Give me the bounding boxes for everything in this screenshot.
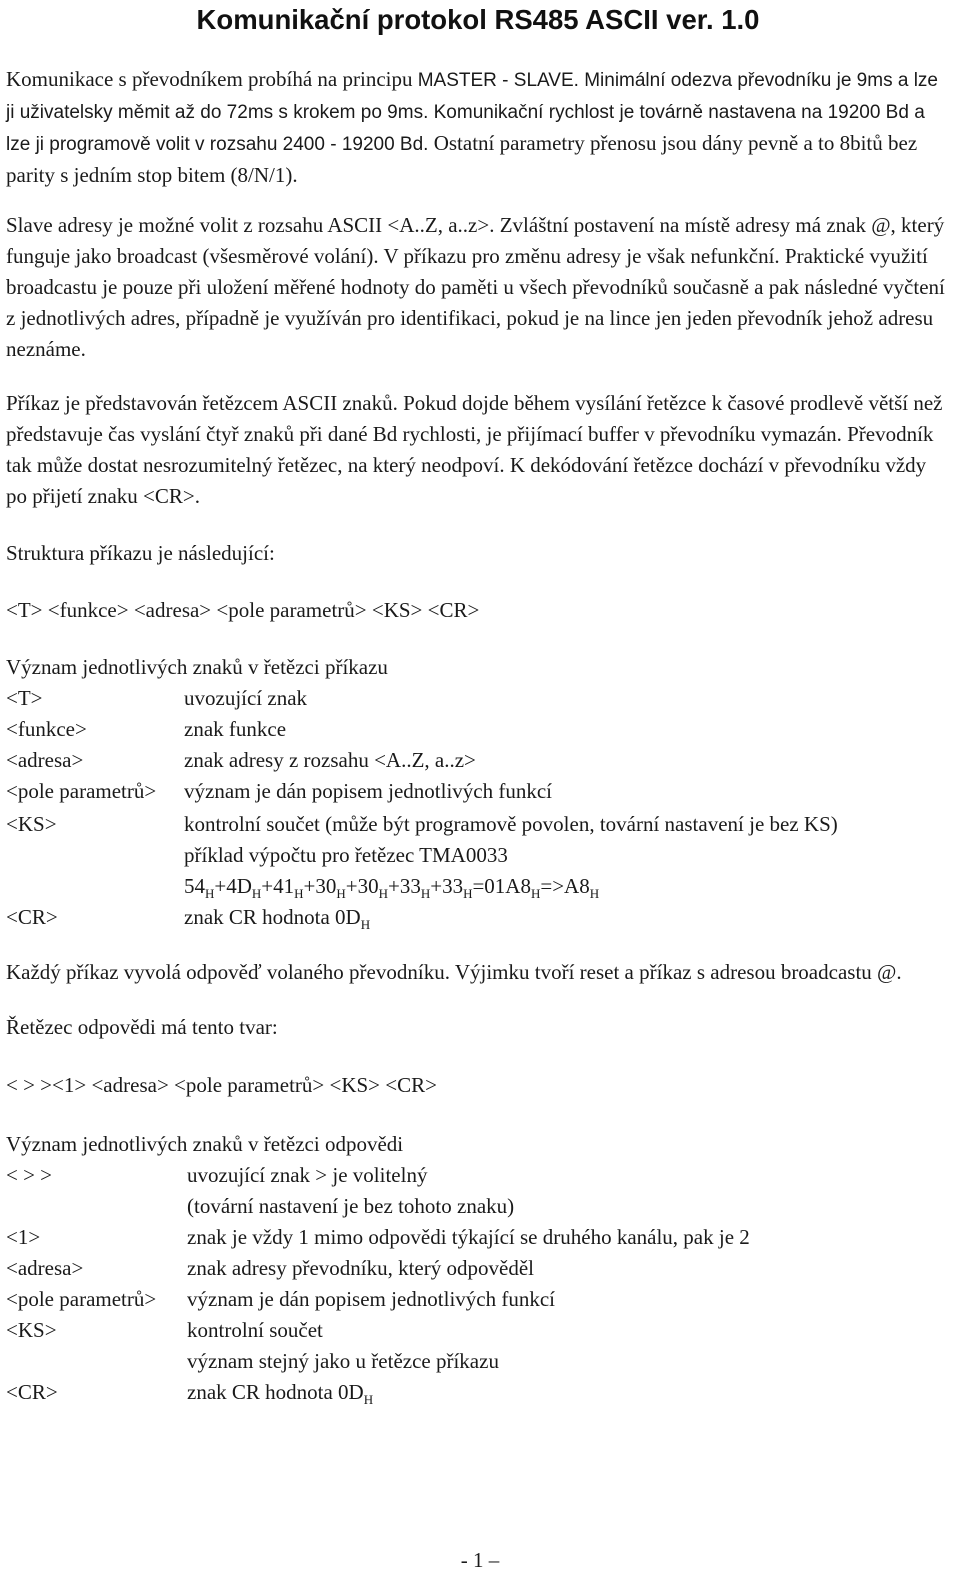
checksum-term: +33	[430, 874, 464, 898]
command-row-funkce	[6, 714, 950, 745]
response-desc-line: (tovární nastavení je bez tohoto znaku)	[187, 1194, 515, 1218]
slave-address-paragraph: Slave adresy je možné volit z rozsahu ASCII <A..Z, a..z>. Zvláštní postavení na místě adresy má znak @, který funguje jako broadcast (všesměrové volání). V příkazu pro změnu adresy je však nefunkční. Praktické využití broadcastu je pouze při uložení měřené hodnoty do paměti u všech převodníků současně a pak následné vyčtení z jednotlivých adres, případně je využíván pro identifikaci, pokud je na lince jen jeden převodník jehož adresu neznáme.	[6, 213, 945, 361]
response-row-pole	[6, 1284, 950, 1315]
cr-desc-text: znak CR hodnota 0D	[184, 905, 361, 929]
response-desc-line: význam stejný jako u řetězce příkazu	[187, 1349, 499, 1373]
response-term: < > >	[6, 1163, 53, 1187]
response-row-adresa	[6, 1253, 950, 1284]
response-line: < > ><1> <adresa> <pole parametrů> <KS> <CR>	[6, 1073, 437, 1097]
response-desc-line: uvozující znak > je volitelný	[187, 1163, 428, 1187]
checksum-sub: H	[463, 886, 473, 901]
checksum-term: +41	[261, 874, 295, 898]
checksum-term: +30	[303, 874, 337, 898]
command-row-pole	[6, 776, 950, 807]
checksum-sub: H	[420, 886, 431, 901]
command-desc	[184, 902, 950, 933]
command-term: <adresa>	[6, 748, 84, 772]
response-term: <pole parametrů>	[6, 1287, 157, 1311]
command-term: <KS>	[6, 812, 57, 836]
command-row-ks	[6, 809, 950, 902]
response-row-one	[6, 1222, 950, 1253]
command-desc	[184, 809, 950, 902]
command-desc: znak funkce	[184, 717, 287, 741]
checksum-sub: H	[251, 886, 262, 901]
checksum-sub: H	[205, 886, 215, 901]
intro-text-3: Ostatní parametry přenosu jsou dány pevně a to 8bitů bez parity s jedním stop bitem (8/N/1).	[6, 131, 918, 187]
document-title: Komunikační protokol RS485 ASCII ver. 1.0	[196, 4, 760, 35]
response-heading: Řetězec odpovědi má tento tvar:	[6, 1015, 278, 1039]
command-term: <CR>	[6, 905, 58, 929]
checksum-term: +4D	[214, 874, 252, 898]
response-desc	[187, 1160, 950, 1222]
response-term: <adresa>	[6, 1256, 84, 1280]
checksum-term: 54	[184, 874, 205, 898]
response-term: <CR>	[6, 1380, 58, 1404]
response-row-cr	[6, 1377, 950, 1408]
checksum-sub: H	[589, 886, 600, 901]
checksum-term: +33	[388, 874, 421, 898]
structure-line: <T> <funkce> <adresa> <pole parametrů> <KS> <CR>	[6, 598, 480, 622]
ks-description: kontrolní součet (může být programově povolen, tovární nastavení je bez KS)	[184, 812, 838, 836]
command-row-t	[6, 683, 950, 714]
checksum-sub: H	[336, 886, 346, 901]
checksum-example	[184, 871, 950, 902]
cr-desc-sub: H	[360, 917, 371, 932]
command-term: <pole parametrů>	[6, 779, 157, 803]
command-row-adresa	[6, 745, 950, 776]
command-term: <T>	[6, 686, 43, 710]
response-desc	[187, 1377, 950, 1408]
checksum-sub: H	[530, 886, 541, 901]
checksum-term: +30	[345, 874, 379, 898]
command-paragraph: Příkaz je představován řetězcem ASCII znaků. Pokud dojde během vysílání řetězce k časové prodlevě větší než představuje čas vyslání čtyř znaků při dané Bd rychlosti, je přijímací buffer v převodníku vymazán. Převodník tak může dostat nesrozumitelný řetězec, na který neodpoví. K dekódování řetězce dochází v převodníku vždy po přijetí znaku <CR>.	[6, 391, 943, 508]
response-row-ks	[6, 1315, 950, 1377]
checksum-term: =01A8	[472, 874, 531, 898]
cr-desc-sub: H	[363, 1392, 374, 1407]
intro-text-1: Komunikace s převodníkem probíhá na principu	[6, 67, 418, 91]
document-page	[6, 0, 950, 1408]
command-desc: znak adresy z rozsahu <A..Z, a..z>	[184, 748, 476, 772]
page-number: - 1 –	[460, 1548, 500, 1572]
command-desc: význam je dán popisem jednotlivých funkcí	[184, 779, 552, 803]
response-row-start	[6, 1160, 950, 1222]
cr-desc-text: znak CR hodnota 0D	[187, 1380, 364, 1404]
command-term: <funkce>	[6, 717, 87, 741]
response-desc: znak je vždy 1 mimo odpovědi týkající se druhého kanálu, pak je 2	[187, 1225, 750, 1249]
command-meaning-heading: Význam jednotlivých znaků v řetězci příkazu	[6, 655, 388, 679]
response-desc-line: kontrolní součet	[187, 1318, 323, 1342]
intro-text-2: MASTER - SLAVE. Minimální odezva převodníku je 9ms a lze ji uživatelsky měmit až do 72ms s krokem po 9ms. Komunikační rychlost je továrně nastavena na 19200 Bd a lze ji programově volit v rozsahu 2400 - 19200 Bd.	[6, 70, 938, 155]
response-meaning-heading: Význam jednotlivých znaků v řetězci odpovědi	[6, 1132, 404, 1156]
ks-example-label: příklad výpočtu pro řetězec TMA0033	[184, 843, 508, 867]
response-desc	[187, 1315, 950, 1377]
response-desc: význam je dán popisem jednotlivých funkcí	[187, 1287, 555, 1311]
response-term: <1>	[6, 1225, 41, 1249]
checksum-sub: H	[294, 886, 304, 901]
response-desc: znak adresy převodníku, který odpověděl	[187, 1256, 534, 1280]
command-row-cr	[6, 902, 950, 933]
response-term: <KS>	[6, 1318, 57, 1342]
command-desc: uvozující znak	[184, 686, 308, 710]
intro-paragraph	[6, 64, 950, 191]
every-command-paragraph: Každý příkaz vyvolá odpověď volaného převodníku. Výjimku tvoří reset a příkaz s adresou broadcastu @.	[6, 960, 902, 984]
structure-heading: Struktura příkazu je následující:	[6, 541, 275, 565]
checksum-sub: H	[378, 886, 388, 901]
checksum-term: =>A8	[540, 874, 590, 898]
